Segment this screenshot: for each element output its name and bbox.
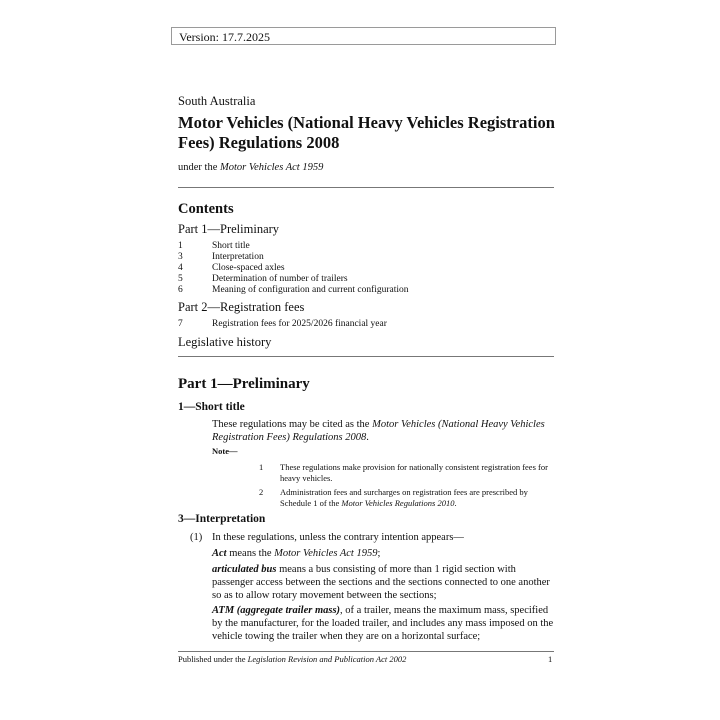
jurisdiction: South Australia [178, 94, 256, 108]
enabling-act-link: Motor Vehicles Act 1959 [220, 162, 324, 173]
toc-item-title: Close-spaced axles [212, 263, 285, 273]
text-part: These regulations may be cited as the [212, 419, 373, 430]
toc-item-title: Determination of number of trailers [212, 274, 348, 284]
toc-item-number: 3 [178, 252, 183, 262]
toc-item-number: 1 [178, 241, 183, 251]
defined-term: Act [212, 548, 227, 559]
definition-articulated-bus [212, 563, 554, 602]
definition-text: means a bus consisting of more than 1 rigid section with passenger access between the sections and the sections connected to one another so as to allow rotary movement between the sections; [212, 564, 550, 601]
toc-item-number: 7 [178, 319, 183, 329]
toc-part1-heading[interactable]: Part 1—Preliminary [178, 222, 280, 236]
text-part: Administration fees and surcharges on registration fees are prescribed by Schedule 1 of the [280, 487, 528, 508]
page-number: 1 [548, 654, 553, 664]
divider [178, 187, 554, 188]
toc-part2-heading[interactable]: Part 2—Registration fees [178, 300, 305, 314]
text-part: means the [226, 548, 275, 559]
defined-term: ATM (aggregate trailer mass) [212, 605, 341, 616]
text-part: Published under the [178, 654, 248, 664]
text-part: . [366, 432, 369, 443]
definition-atm [212, 604, 554, 643]
toc-item-title: Meaning of configuration and current configuration [212, 285, 409, 295]
regulation-title-italic: Motor Vehicles Regulations 2010 [341, 497, 455, 508]
version-label: Version: 17.7.2025 [171, 27, 556, 45]
toc-item-number: 6 [178, 285, 183, 295]
note-number: 2 [259, 487, 264, 497]
toc-item-title: Interpretation [212, 252, 264, 262]
page-title: Motor Vehicles (National Heavy Vehicles Registration Fees) Regulations 2008 [178, 113, 555, 152]
toc-legislative-history[interactable]: Legislative history [178, 335, 272, 349]
definition-text: , of a trailer, means the maximum mass, specified by the manufacturer, for the loaded trailer, and includes any mass imposed on the vehicle towing the trailer when they are on a horizontal surface; [212, 605, 554, 642]
text-part: ; [377, 548, 381, 559]
note-number: 1 [259, 462, 264, 472]
footer-published [178, 654, 406, 664]
defined-term: articulated bus [212, 564, 277, 575]
toc-item-title: Short title [212, 241, 250, 251]
section-heading: 1—Short title [178, 401, 245, 413]
section-text [212, 418, 552, 444]
under-prefix: under the [178, 162, 220, 173]
subsection-intro: In these regulations, unless the contrary intention appears— [212, 532, 464, 543]
definition-act [212, 547, 554, 560]
note-text [280, 487, 554, 508]
footer-divider [178, 651, 554, 652]
toc-item-number: 4 [178, 263, 183, 273]
note-text: These regulations make provision for nationally consistent registration fees for heavy vehicles. [280, 462, 548, 483]
act-title-italic: Legislation Revision and Publication Act 2002 [247, 654, 407, 664]
part-heading: Part 1—Preliminary [178, 376, 310, 392]
divider [178, 356, 554, 357]
act-title-italic: Motor Vehicles Act 1959 [274, 548, 378, 559]
subsection-number: (1) [190, 532, 203, 543]
note-label: Note— [212, 446, 238, 456]
text-part: . [454, 497, 457, 508]
enabling-act-line [178, 162, 323, 173]
regulation-title-italic: Motor Vehicles (National Heavy Vehicles Registration Fees) Regulations 2008 [212, 419, 545, 443]
toc-item-title: Registration fees for 2025/2026 financial year [212, 319, 387, 329]
toc-item-number: 5 [178, 274, 183, 284]
section-heading: 3—Interpretation [178, 513, 266, 525]
contents-heading: Contents [178, 201, 234, 217]
